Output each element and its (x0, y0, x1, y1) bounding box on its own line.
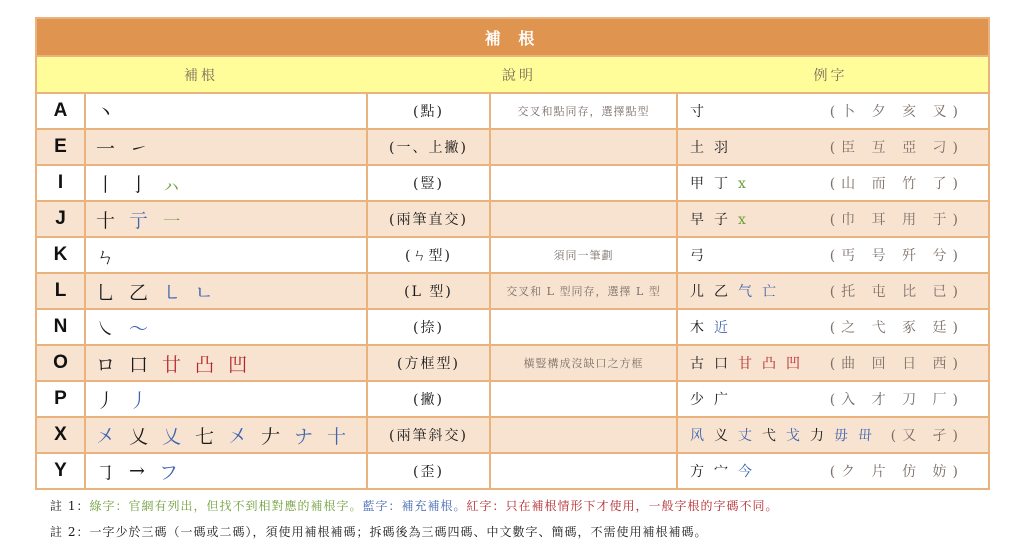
table-title: 補 根 (37, 19, 988, 57)
example-char: 丁 (714, 176, 728, 192)
root-examples (678, 310, 988, 344)
example-char: x (738, 212, 746, 228)
table-row (37, 346, 988, 380)
stroke-glyph: 丿 (96, 389, 116, 412)
stroke-glyph: 乚 (96, 281, 116, 304)
root-letter: J (37, 202, 84, 236)
root-strokes (86, 130, 366, 164)
stroke-glyph: 十 (327, 425, 347, 448)
root-examples (678, 274, 988, 308)
example-char: 今 (738, 464, 752, 480)
root-description (491, 130, 676, 164)
note-1-red-text: 紅字：只在補根情形下才使用，一般字根的字碼不同。 (466, 499, 779, 513)
alternate-examples: (托 屯 比 已) (829, 284, 964, 300)
root-letter: N (37, 310, 84, 344)
root-strokes (86, 310, 366, 344)
note-2-label: 註 2： (50, 525, 90, 539)
root-description: 交叉和 L 型同存，選擇 L 型 (491, 274, 676, 308)
footnotes (50, 493, 779, 545)
stroke-glyph: 一 (96, 137, 116, 160)
note-1-green-text: 綠字：官網有列出，但找不到相對應的補根字。 (89, 499, 363, 513)
example-char: 义 (714, 428, 728, 444)
example-char: 方 (690, 464, 704, 480)
root-name: (方框型) (368, 346, 489, 380)
root-name: (一、上撇) (368, 130, 489, 164)
example-char: 毋 (834, 428, 848, 444)
root-description (491, 454, 676, 488)
root-letter: I (37, 166, 84, 200)
root-letter: L (37, 274, 84, 308)
alternate-examples: (臣 互 亞 刁) (829, 140, 964, 156)
stroke-glyph: 〜 (129, 317, 149, 340)
example-char: 寸 (690, 104, 704, 120)
example-char: 毌 (858, 428, 872, 444)
root-letter: A (37, 94, 84, 128)
table-row (37, 94, 988, 128)
example-char: 凹 (786, 356, 800, 372)
supplementary-roots-table (35, 17, 990, 490)
example-char: 儿 (690, 284, 704, 300)
alternate-examples: (山 而 竹 了) (829, 176, 964, 192)
stroke-glyph: 凹 (228, 353, 248, 376)
note-1-blue-text: 藍字：補充補根。 (362, 499, 467, 513)
header-description: 說明 (502, 67, 536, 84)
root-name: (捺) (368, 310, 489, 344)
stroke-glyph: ㇄ (162, 281, 182, 304)
stroke-glyph: 丶 (96, 101, 116, 124)
example-char: 近 (714, 320, 728, 336)
root-description: 橫豎構成沒缺口之方框 (491, 346, 676, 380)
example-char: x (738, 176, 746, 192)
root-examples (678, 346, 988, 380)
example-characters (690, 425, 882, 445)
stroke-glyph: ㇵ (162, 173, 182, 196)
example-char: 力 (810, 428, 824, 444)
root-examples (678, 382, 988, 416)
table-row (37, 418, 988, 452)
root-strokes (86, 274, 366, 308)
root-strokes (86, 202, 366, 236)
table-row (37, 310, 988, 344)
header-examples: 例字 (813, 67, 848, 84)
stroke-glyph: 丨 (96, 173, 116, 196)
table-row (37, 130, 988, 164)
example-char: 早 (690, 212, 704, 228)
root-description (491, 310, 676, 344)
example-char: 子 (714, 212, 728, 228)
root-name: (撇) (368, 382, 489, 416)
stroke-glyph: ㇏ (96, 317, 116, 340)
stroke-glyph: 廿 (162, 353, 182, 376)
alternate-examples: (巾 耳 用 于) (829, 212, 964, 228)
alternate-examples: (入 才 刀 厂) (829, 392, 964, 408)
stroke-glyph: 七 (195, 425, 215, 448)
root-description (491, 382, 676, 416)
table-row (37, 166, 988, 200)
stroke-glyph: 十 (96, 209, 116, 232)
example-characters (690, 101, 714, 121)
root-description: 須同一筆劃 (491, 238, 676, 272)
example-characters (690, 317, 738, 337)
root-letter: P (37, 382, 84, 416)
stroke-glyph: ㇆ (96, 461, 116, 484)
table-row (37, 454, 988, 488)
example-char: 羽 (714, 140, 728, 156)
example-char: 弋 (762, 428, 776, 444)
root-strokes (86, 94, 366, 128)
example-char: 古 (690, 356, 704, 372)
root-letter: Y (37, 454, 84, 488)
root-description (491, 202, 676, 236)
stroke-glyph: ㄴ (195, 281, 214, 304)
root-strokes (86, 238, 366, 272)
root-letter: K (37, 238, 84, 272)
root-letter: X (37, 418, 84, 452)
alternate-examples: (卜 夕 亥 叉) (829, 104, 964, 120)
example-char: 气 (738, 284, 752, 300)
root-examples (678, 202, 988, 236)
root-description (491, 418, 676, 452)
stroke-glyph: 凸 (195, 353, 215, 376)
example-char: 亡 (762, 284, 776, 300)
stroke-glyph: ㄣ (96, 245, 116, 268)
stroke-glyph: ロ (96, 353, 116, 376)
example-char: 口 (714, 356, 728, 372)
example-characters (690, 461, 762, 481)
root-examples (678, 238, 988, 272)
alternate-examples: (之 弋 豖 廷) (829, 320, 964, 336)
root-name: (兩筆斜交) (368, 418, 489, 452)
example-char: 乙 (714, 284, 728, 300)
example-char: 戈 (786, 428, 800, 444)
root-strokes (86, 418, 366, 452)
root-description (491, 166, 676, 200)
stroke-glyph: ㇐ (162, 209, 182, 232)
stroke-glyph: 𠂇 (261, 425, 281, 448)
stroke-glyph: 㐅 (96, 425, 116, 448)
example-char: 丈 (738, 428, 752, 444)
root-letter: E (37, 130, 84, 164)
alternate-examples: (丐 号 歼 兮) (829, 248, 964, 264)
stroke-glyph: フ (158, 461, 178, 484)
example-characters (690, 173, 756, 193)
example-char: 木 (690, 320, 704, 336)
example-char: 土 (690, 140, 704, 156)
example-char: 甲 (690, 176, 704, 192)
table-header-row (37, 57, 988, 94)
root-name: (ㄣ型) (368, 238, 489, 272)
table-body (37, 94, 988, 488)
example-characters (690, 389, 738, 409)
stroke-glyph: 丿 (129, 389, 149, 412)
example-characters (690, 137, 738, 157)
table-row (37, 202, 988, 236)
stroke-glyph: 乙 (129, 281, 149, 304)
example-char: 少 (690, 392, 704, 408)
root-strokes (86, 454, 366, 488)
root-examples (678, 454, 988, 488)
root-examples (678, 418, 988, 452)
alternate-examples: (ク 片 仿 妨) (829, 464, 964, 480)
stroke-glyph: ㇀ (129, 137, 149, 160)
root-strokes (86, 166, 366, 200)
stroke-glyph: 㐅 (228, 425, 248, 448)
example-char: 风 (690, 428, 704, 444)
root-examples (678, 94, 988, 128)
root-examples (678, 130, 988, 164)
stroke-glyph: 亅 (129, 173, 149, 196)
note-1-label: 註 1： (50, 499, 90, 513)
stroke-glyph: 亍 (129, 209, 149, 232)
root-name: (歪) (368, 454, 489, 488)
root-strokes (86, 346, 366, 380)
example-char: 甘 (738, 356, 752, 372)
root-name: (豎) (368, 166, 489, 200)
example-characters (690, 281, 786, 301)
table-row (37, 274, 988, 308)
root-examples (678, 166, 988, 200)
example-char: 宀 (714, 464, 728, 480)
table-row (37, 382, 988, 416)
note-2 (50, 519, 779, 545)
root-letter: O (37, 346, 84, 380)
stroke-glyph: 乂 (129, 425, 149, 448)
example-characters (690, 353, 810, 373)
example-characters (690, 245, 714, 265)
alternate-examples: (又 孑) (890, 428, 964, 444)
root-name: (點) (368, 94, 489, 128)
table-row (37, 238, 988, 272)
stroke-glyph: → (129, 460, 145, 482)
note-1 (50, 493, 779, 519)
root-description: 交叉和點同存，選擇點型 (491, 94, 676, 128)
alternate-examples: (曲 回 日 西) (829, 356, 964, 372)
root-name: (兩筆直交) (368, 202, 489, 236)
note-2-text: 一字少於三碼（一碼或二碼），須使用補根補碼；拆碼後為三碼四碼、中文數字、簡碼，不需使用補根補碼。 (89, 525, 708, 539)
root-strokes (86, 382, 366, 416)
stroke-glyph: 乂 (162, 425, 182, 448)
example-char: 凸 (762, 356, 776, 372)
header-strokes: 補根 (184, 67, 218, 84)
stroke-glyph: 口 (129, 353, 149, 376)
stroke-glyph: ナ (294, 425, 314, 448)
root-name: (L 型) (368, 274, 489, 308)
example-characters (690, 209, 756, 229)
example-char: 弓 (690, 248, 704, 264)
example-char: 广 (714, 392, 728, 408)
